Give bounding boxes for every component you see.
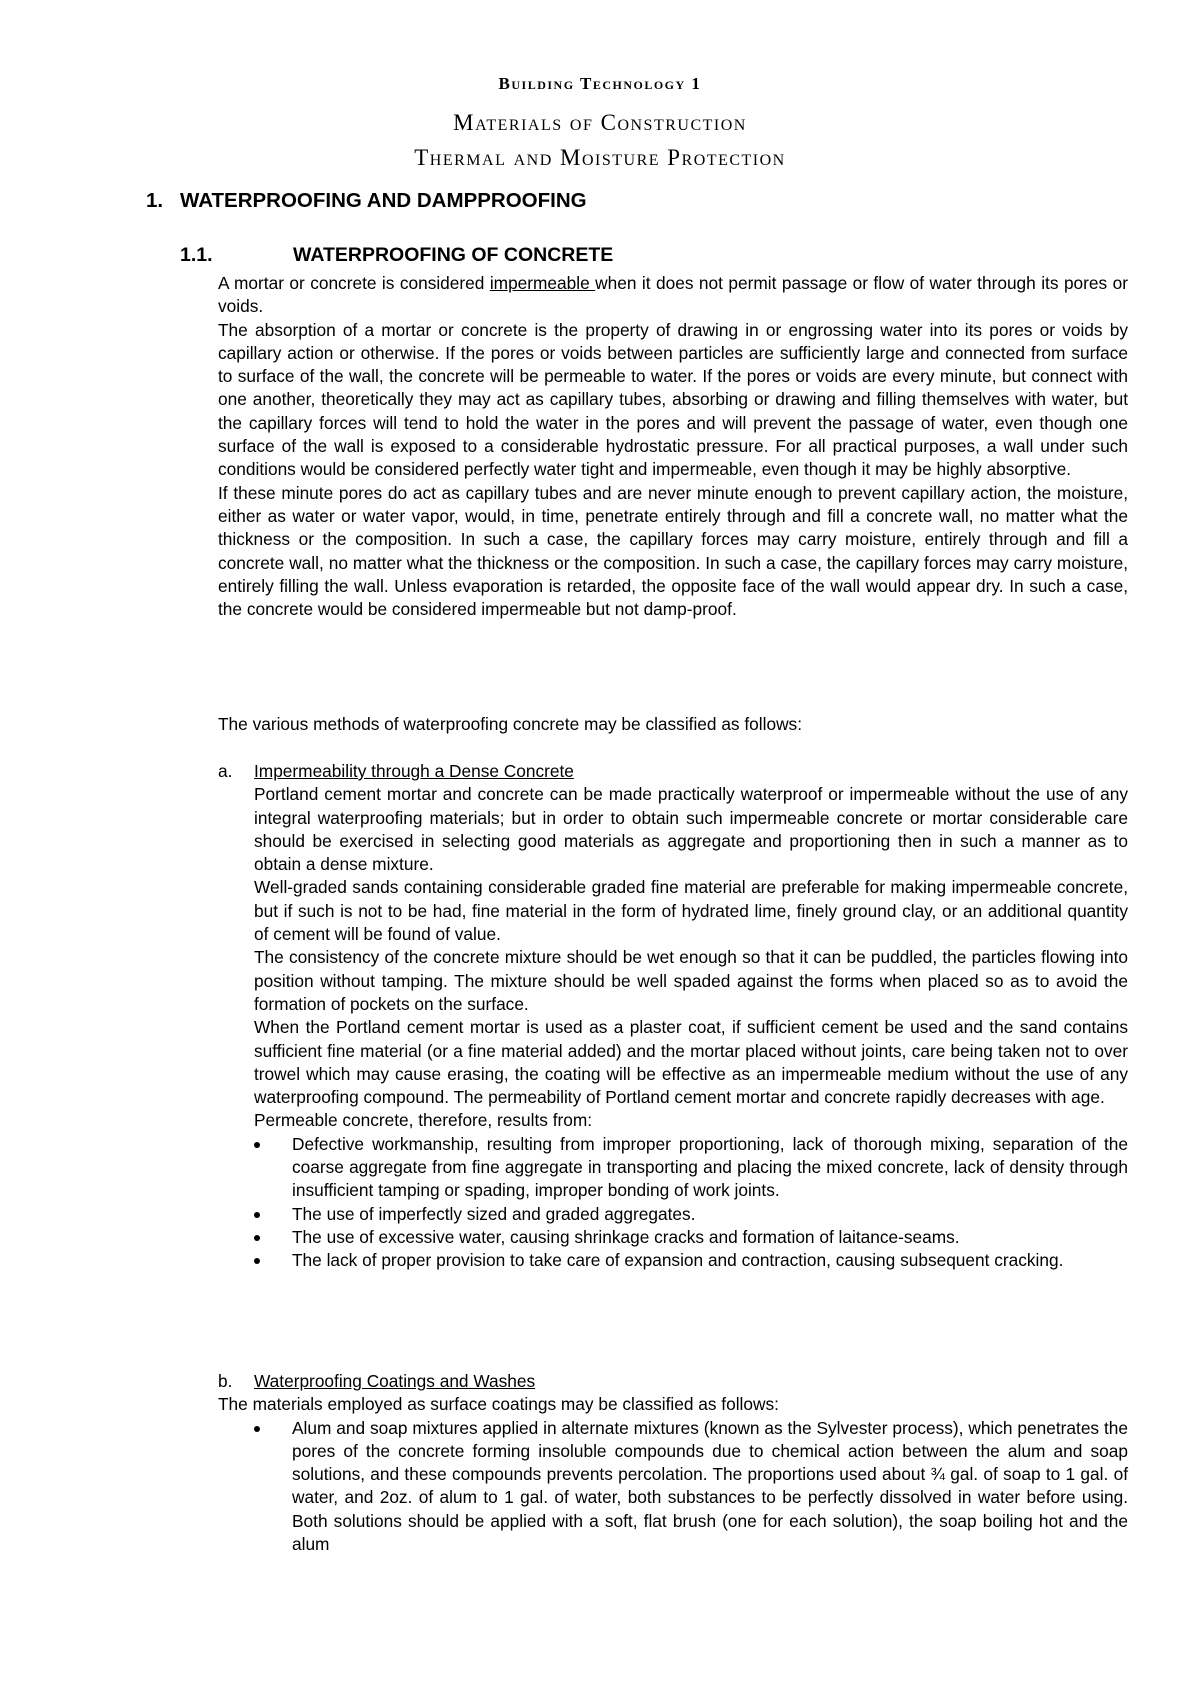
list-item	[254, 1226, 1128, 1249]
paragraph: Permeable concrete, therefore, results from:	[254, 1110, 593, 1131]
method-label: b.	[218, 1371, 233, 1391]
bullet-icon	[254, 1258, 260, 1264]
paragraph-absorption: The absorption of a mortar or concrete is the property of drawing in or engrossing water into its pores or voids by capillary action or otherwise. If the pores or voids between particles are sufficiently large and connected from surface to surface of the wall, the concrete will be permeable to water. If the pores or voids are every minute, but connect with one another, theoretically they may act as capillary tubes, absorbing or drawing and filling themselves with water, but the capillary forces will tend to hold the water in the pores and will prevent the passage of water, even though one surface of the wall is exposed to a considerable hydrostatic pressure. For all practical purposes, a wall under such conditions would be considered perfectly water tight and impermeable, even though it may be highly absorptive.	[218, 319, 1128, 480]
bullet-icon	[254, 1235, 260, 1241]
list-item	[254, 1417, 1128, 1557]
list-item-text: The use of imperfectly sized and graded aggregates.	[292, 1203, 696, 1224]
paragraph: The materials employed as surface coatings may be classified as follows:	[218, 1394, 779, 1415]
paragraph-text: when it does not permit passage or flow of water through its pores or voids.	[218, 273, 1128, 317]
body-block	[218, 272, 1128, 621]
bullet-icon	[254, 1212, 260, 1218]
list-item-text: Alum and soap mixtures applied in alternate mixtures (known as the Sylvester process), which penetrates the pores of the concrete forming insoluble compounds due to chemical action between the alum and soap solutions, and these compounds prevents percolation. The proportions used about ¾ gal. of soap to 1 gal. of water, and 2oz. of alum to 1 gal. of water, both substances to be perfectly dissolved in water before using. Both solutions should be applied with a soft, flat brush (one for each solution), the soap boiling hot and the alum	[292, 1417, 1128, 1555]
bullet-icon	[254, 1142, 260, 1148]
section-number: 1.	[146, 189, 164, 212]
paragraph: When the Portland cement mortar is used as a plaster coat, if sufficient cement be used and the sand contains sufficient fine material (or a fine material added) and the mortar placed without joints, care being taken not to over trowel which may cause erasing, the coating will be effective as an impermeable medium without the use of any waterproofing compound. The permeability of Portland cement mortar and concrete rapidly decreases with age.	[254, 1017, 1128, 1108]
document-subtitle: Thermal and Moisture Protection	[414, 145, 786, 170]
method-heading	[218, 1370, 1128, 1393]
bullet-list	[254, 1133, 1128, 1273]
subsection-number: 1.1.	[180, 244, 213, 266]
method-title: Waterproofing Coatings and Washes	[254, 1371, 536, 1391]
paragraph-definition	[218, 272, 1128, 319]
method-heading	[218, 760, 1128, 783]
subsection-title: WATERPROOFING OF CONCRETE	[293, 244, 614, 266]
document-title: Materials of Construction	[453, 110, 747, 135]
list-item	[254, 1133, 1128, 1203]
method-title: Impermeability through a Dense Concrete	[254, 761, 574, 781]
list-item	[254, 1203, 1128, 1226]
list-item-text: Defective workmanship, resulting from improper proportioning, lack of thorough mixing, separation of the coarse aggregate from fine aggregate in transporting and placing the mixed concrete, lack of density through insufficient tamping or spading, improper bonding of work joints.	[292, 1133, 1128, 1201]
method-label: a.	[218, 761, 233, 781]
paragraph-text: A mortar or concrete is considered	[218, 273, 490, 293]
paragraph: The consistency of the concrete mixture should be wet enough so that it can be puddled, the particles flowing into position without tamping. The mixture should be well spaded against the forms when placed so as to avoid the formation of pockets on the surface.	[254, 947, 1128, 1014]
method-body	[254, 783, 1128, 1272]
defined-term: impermeable	[489, 273, 596, 293]
subsection-heading	[180, 244, 613, 267]
paragraph: Portland cement mortar and concrete can be made practically waterproof or impermeable without the use of any integral waterproofing materials; but in order to obtain such impermeable concrete or mortar considerable care should be exercised in selecting good materials as aggregate and proportioning then in such a manner as to obtain a dense mixture.	[254, 784, 1128, 875]
method-item-a	[218, 760, 1128, 1273]
document-header: Building Technology 1	[498, 74, 702, 93]
bullet-list	[254, 1417, 1128, 1557]
paragraph: Well-graded sands containing considerable graded fine material are preferable for making impermeable concrete, but if such is not to be had, fine material in the form of hydrated lime, finely ground clay, or an additional quantity of cement will be found of value.	[254, 877, 1128, 945]
method-item-b	[218, 1370, 1128, 1556]
list-item-text: The use of excessive water, causing shrinkage cracks and formation of laitance-seams.	[292, 1226, 960, 1247]
list-item	[254, 1249, 1128, 1272]
methods-intro: The various methods of waterproofing concrete may be classified as follows:	[218, 714, 803, 734]
section-heading	[146, 189, 587, 212]
list-item-text: The lack of proper provision to take care of expansion and contraction, causing subsequent cracking.	[292, 1250, 1064, 1271]
paragraph-capillary: If these minute pores do act as capillary tubes and are never minute enough to prevent capillary action, the moisture, either as water or water vapor, would, in time, penetrate entirely through and fill a concrete wall, no matter what the thickness or the composition. In such a case, the capillary forces may carry moisture, entirely through and fill a concrete wall, no matter what the thickness or the composition. In such a case, the capillary forces may carry moisture, entirely filling the wall. Unless evaporation is retarded, the opposite face of the wall would appear dry. In such a case, the concrete would be considered impermeable but not damp-proof.	[218, 482, 1128, 620]
bullet-icon	[254, 1426, 260, 1432]
section-title: WATERPROOFING AND DAMPPROOFING	[180, 189, 587, 212]
